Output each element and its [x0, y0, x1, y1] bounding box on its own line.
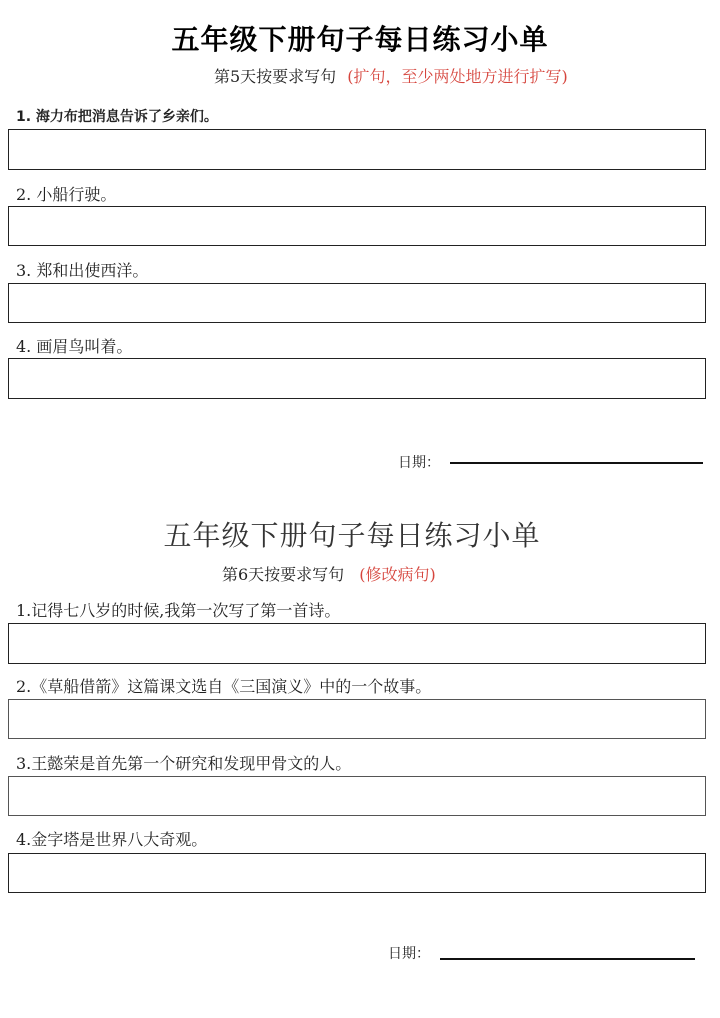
sheet2-date-line[interactable] — [440, 958, 695, 960]
sheet1-question-1: 1. 海力布把消息告诉了乡亲们。 — [16, 109, 218, 125]
sheet1-question-3: 3. 郑和出使西洋。 — [16, 261, 149, 280]
sheet1-answer-box-1[interactable] — [8, 129, 706, 170]
sheet2-answer-box-4[interactable] — [8, 853, 706, 893]
sheet2-question-2: 2.《草船借箭》这篇课文选自《三国演义》中的一个故事。 — [16, 677, 432, 696]
sheet1-subtitle — [214, 64, 568, 87]
sheet1-subtitle-main: 第5天按要求写句 — [214, 67, 337, 86]
sheet2-subtitle-requirement: (修改病句) — [359, 565, 436, 584]
sheet1-subtitle-requirement: (扩句，至少两处地方进行扩写) — [347, 67, 568, 86]
sheet2-answer-box-3[interactable] — [8, 776, 706, 816]
sheet2-subtitle — [222, 562, 436, 585]
sheet2-answer-box-1[interactable] — [8, 623, 706, 664]
sheet1-title: 五年级下册句子每日练习小单 — [171, 23, 549, 56]
sheet2-question-1: 1.记得七八岁的时候,我第一次写了第一首诗。 — [16, 601, 341, 620]
sheet1-date-label: 日期： — [398, 455, 440, 471]
sheet1-answer-box-4[interactable] — [8, 358, 706, 399]
sheet2-date-label: 日期： — [388, 946, 430, 962]
sheet1-answer-box-2[interactable] — [8, 206, 706, 246]
sheet2-title: 五年级下册句子每日练习小单 — [163, 519, 541, 552]
sheet2-question-4: 4.金字塔是世界八大奇观。 — [16, 830, 208, 849]
sheet2-subtitle-main: 第6天按要求写句 — [222, 565, 345, 584]
sheet1-answer-box-3[interactable] — [8, 283, 706, 323]
sheet1-question-2: 2. 小船行驶。 — [16, 185, 117, 204]
sheet2-answer-box-2[interactable] — [8, 699, 706, 739]
sheet2-question-3: 3.王懿荣是首先第一个研究和发现甲骨文的人。 — [16, 754, 352, 773]
sheet1-date-line[interactable] — [450, 462, 703, 464]
sheet1-question-4: 4. 画眉鸟叫着。 — [16, 337, 133, 356]
